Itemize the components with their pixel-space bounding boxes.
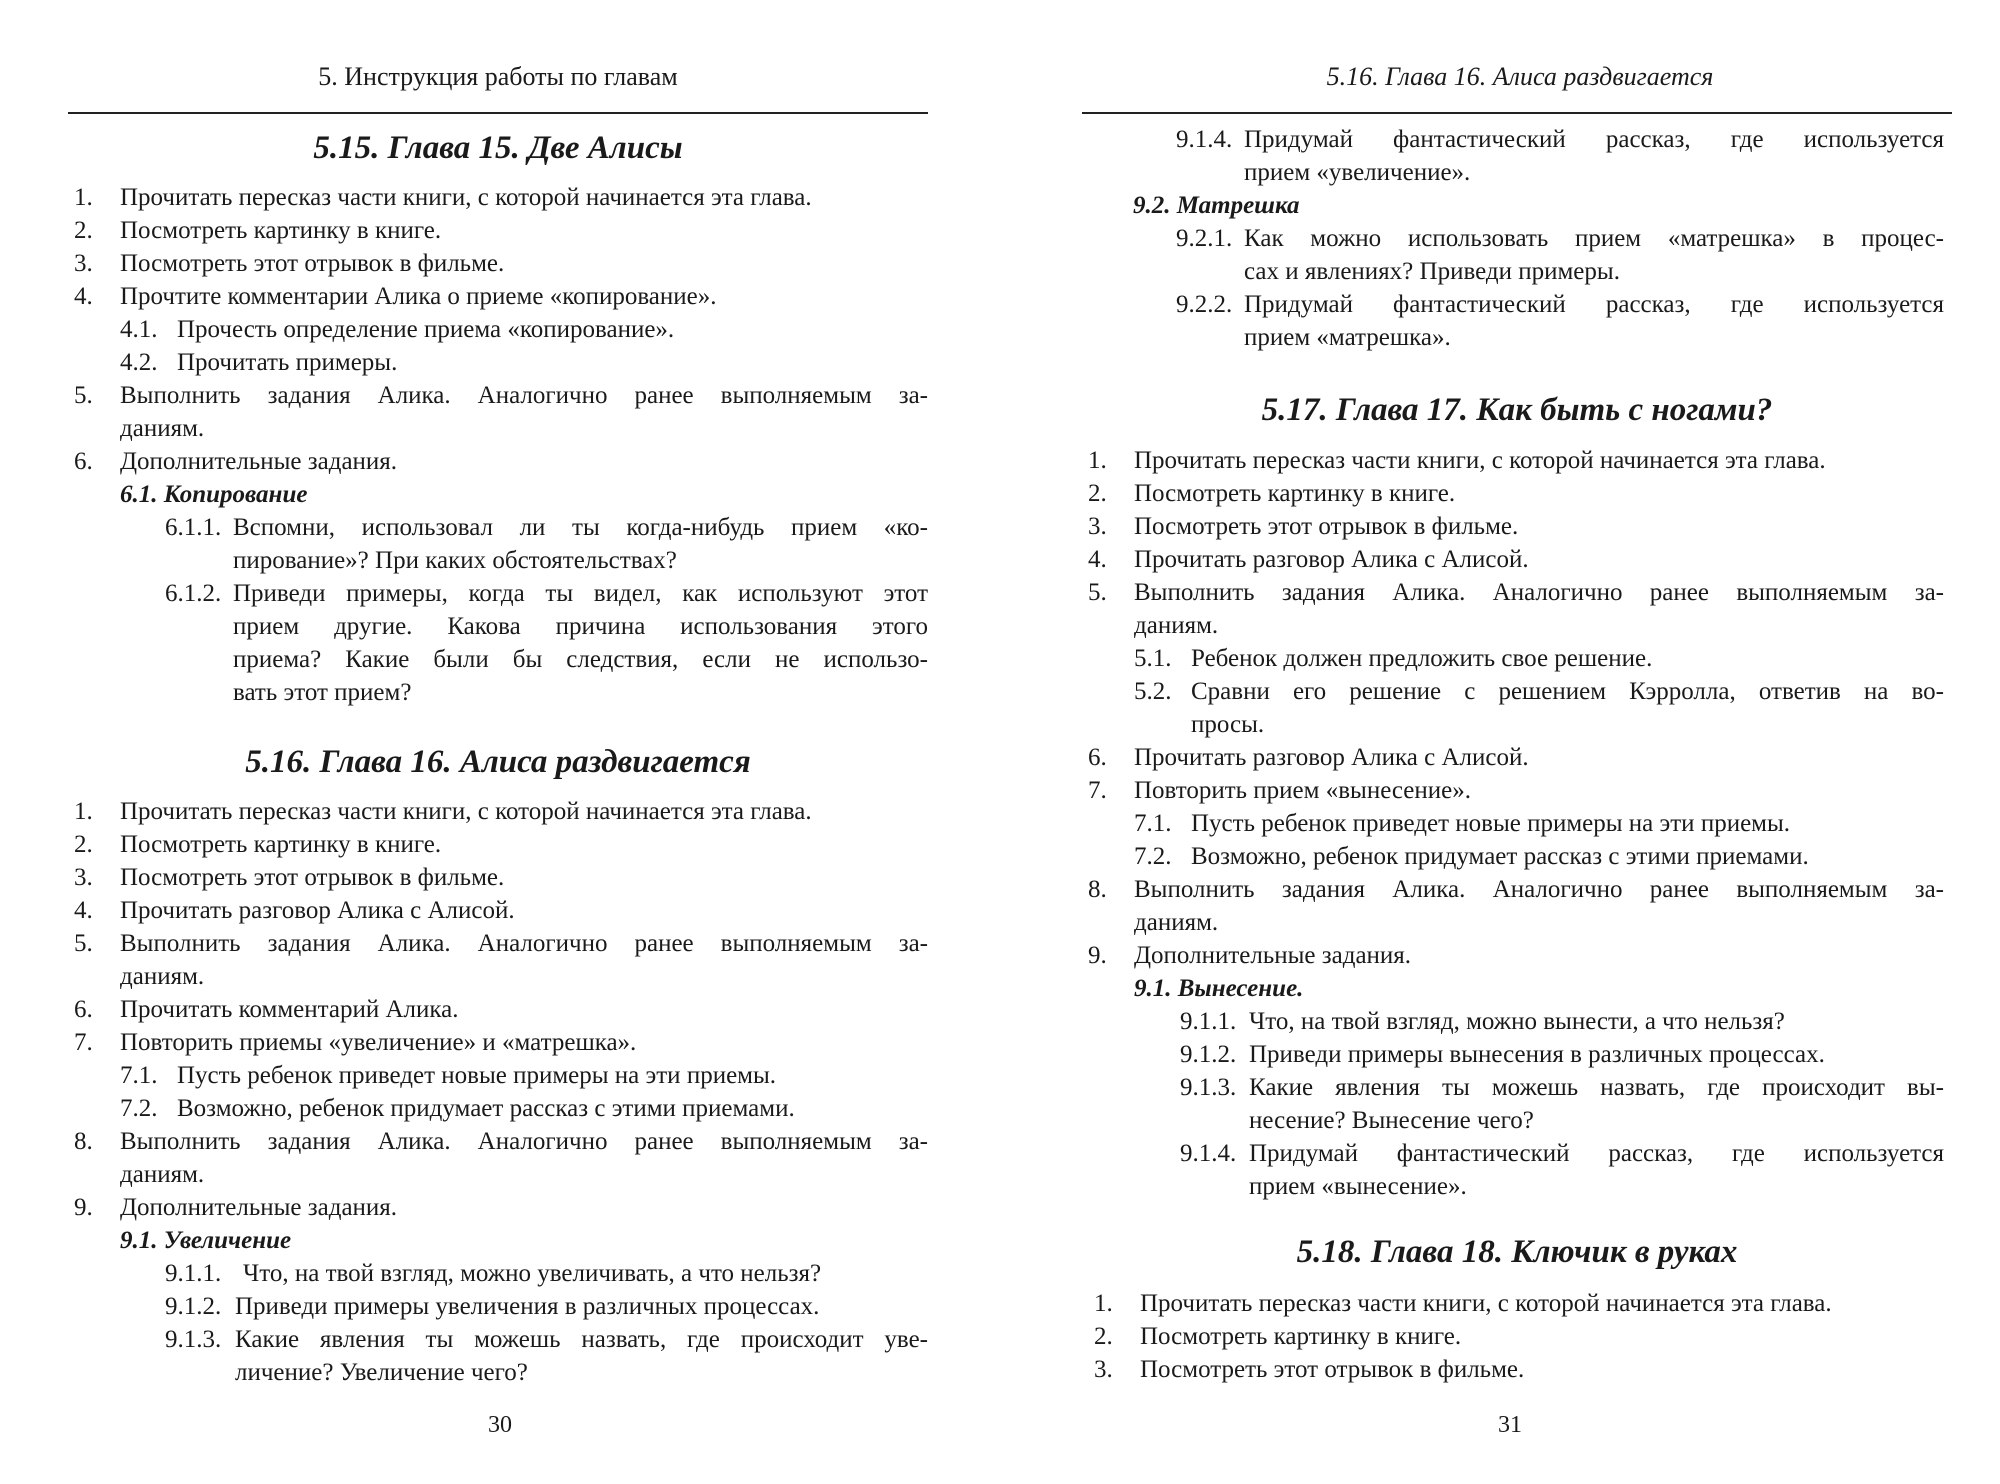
list-number: 5. bbox=[74, 382, 93, 409]
list-item-text: Придумай фантастический рассказ, где используется bbox=[1244, 291, 1944, 318]
list-item-text: даниям. bbox=[1134, 612, 1219, 639]
list-item-text: Прочитать примеры. bbox=[177, 349, 398, 376]
subsection-title: 9.1. Увеличение bbox=[120, 1227, 292, 1254]
list-item-text: Выполнить задания Алика. Аналогично ранее выполняемым за- bbox=[1134, 876, 1944, 903]
list-item-text: Прочитать комментарий Алика. bbox=[120, 996, 459, 1023]
right-page bbox=[1000, 0, 2000, 1484]
list-item-text: Посмотреть этот отрывок в фильме. bbox=[1134, 513, 1519, 540]
heading-5-18: 5.18. Глава 18. Ключик в руках bbox=[1296, 1234, 1738, 1270]
list-number: 5.1. bbox=[1134, 645, 1172, 672]
list-number: 7. bbox=[1088, 777, 1107, 804]
list-item-text: Придумай фантастический рассказ, где используется bbox=[1249, 1140, 1944, 1167]
list-item-text: Прочитать пересказ части книги, с которой начинается эта глава. bbox=[1140, 1290, 1832, 1317]
running-head-right: 5.16. Глава 16. Алиса раздвигается bbox=[1326, 62, 1714, 91]
list-item-text: Выполнить задания Алика. Аналогично ранее выполняемым за- bbox=[1134, 579, 1944, 606]
list-item-text: Пусть ребенок приведет новые примеры на эти приемы. bbox=[1191, 810, 1791, 837]
list-number: 9.1.1. bbox=[1180, 1008, 1237, 1035]
list-item-text: даниям. bbox=[120, 415, 205, 442]
list-item-text: Что, на твой взгляд, можно вынести, а что нельзя? bbox=[1249, 1008, 1785, 1035]
list-number: 2. bbox=[74, 217, 93, 244]
list-number: 2. bbox=[1094, 1323, 1113, 1350]
list-item-text: Выполнить задания Алика. Аналогично ранее выполняемым за- bbox=[120, 382, 928, 409]
list-item-text: Прочтите комментарии Алика о приеме «копирование». bbox=[120, 283, 717, 310]
list-item-text: Приведи примеры, когда ты видел, как используют этот bbox=[233, 580, 928, 607]
list-item-text: Выполнить задания Алика. Аналогично ранее выполняемым за- bbox=[120, 1128, 928, 1155]
list-item-text: Выполнить задания Алика. Аналогично ранее выполняемым за- bbox=[120, 930, 928, 957]
list-number: 9.1.3. bbox=[1180, 1074, 1237, 1101]
list-item-text: прием другие. Какова причина использования этого bbox=[233, 613, 928, 640]
list-item-text: прием «вынесение». bbox=[1249, 1173, 1467, 1200]
list-item-text: Возможно, ребенок придумает рассказ с этими приемами. bbox=[1191, 843, 1809, 870]
list-item-text: Приведи примеры вынесения в различных процессах. bbox=[1249, 1041, 1825, 1068]
list-item-text: Вспомни, использовал ли ты когда-нибудь прием «ко- bbox=[233, 514, 928, 541]
list-number: 4. bbox=[74, 897, 93, 924]
list-item-text: Прочитать пересказ части книги, с которой начинается эта глава. bbox=[1134, 447, 1826, 474]
list-item-text: Прочитать разговор Алика с Алисой. bbox=[1134, 546, 1529, 573]
list-number: 3. bbox=[74, 250, 93, 277]
list-item-text: Приведи примеры увеличения в различных процессах. bbox=[235, 1293, 820, 1320]
heading-5-16: 5.16. Глава 16. Алиса раздвигается bbox=[245, 744, 751, 780]
list-item-text: даниям. bbox=[120, 963, 205, 990]
list-item-text: вать этот прием? bbox=[233, 679, 412, 706]
list-item-text: Дополнительные задания. bbox=[120, 448, 398, 475]
list-item-text: несение? Вынесение чего? bbox=[1249, 1107, 1534, 1134]
list-number: 9.1.1. bbox=[165, 1260, 222, 1287]
subsection-title: 9.1. Вынесение. bbox=[1134, 975, 1304, 1002]
header-rule-right bbox=[1082, 112, 1952, 114]
list-number: 4. bbox=[74, 283, 93, 310]
list-number: 4. bbox=[1088, 546, 1107, 573]
list-item-text: Посмотреть этот отрывок в фильме. bbox=[1140, 1356, 1525, 1383]
list-number: 9.2.2. bbox=[1176, 291, 1233, 318]
list-item-text: сах и явлениях? Приведи примеры. bbox=[1244, 258, 1620, 285]
list-number: 5.2. bbox=[1134, 678, 1172, 705]
list-number: 9.1.2. bbox=[1180, 1041, 1237, 1068]
list-number: 5. bbox=[74, 930, 93, 957]
list-number: 9.1.4. bbox=[1180, 1140, 1237, 1167]
list-number: 7.2. bbox=[120, 1095, 158, 1122]
list-number: 7. bbox=[74, 1029, 93, 1056]
list-item-text: Прочитать разговор Алика с Алисой. bbox=[120, 897, 515, 924]
list-item-text: Возможно, ребенок придумает рассказ с этими приемами. bbox=[177, 1095, 795, 1122]
list-item-text: Повторить приемы «увеличение» и «матрешка». bbox=[120, 1029, 637, 1056]
list-number: 3. bbox=[1094, 1356, 1113, 1383]
list-item-text: пирование»? При каких обстоятельствах? bbox=[233, 547, 677, 574]
list-number: 9.1.3. bbox=[165, 1326, 222, 1353]
list-number: 9. bbox=[74, 1194, 93, 1221]
list-item-text: Дополнительные задания. bbox=[1134, 942, 1412, 969]
list-number: 9.2.1. bbox=[1176, 225, 1233, 252]
list-item-text: личение? Увеличение чего? bbox=[235, 1359, 528, 1386]
heading-5-15: 5.15. Глава 15. Две Алисы bbox=[313, 130, 683, 166]
subsection-title: 9.2. Матрешка bbox=[1133, 192, 1300, 219]
list-number: 8. bbox=[74, 1128, 93, 1155]
list-number: 8. bbox=[1088, 876, 1107, 903]
list-number: 2. bbox=[1088, 480, 1107, 507]
list-item-text: Сравни его решение с решением Кэрролла, ответив на во- bbox=[1191, 678, 1944, 705]
header-rule-left bbox=[68, 112, 928, 114]
list-item-text: Повторить прием «вынесение». bbox=[1134, 777, 1472, 804]
list-item-text: Посмотреть этот отрывок в фильме. bbox=[120, 864, 505, 891]
list-item-text: даниям. bbox=[120, 1161, 205, 1188]
list-item-text: Посмотреть этот отрывок в фильме. bbox=[120, 250, 505, 277]
list-item-text: приема? Какие были бы следствия, если не использо- bbox=[233, 646, 928, 673]
list-number: 5. bbox=[1088, 579, 1107, 606]
list-number: 7.2. bbox=[1134, 843, 1172, 870]
list-item-text: прием «матрешка». bbox=[1244, 324, 1451, 351]
list-number: 9. bbox=[1088, 942, 1107, 969]
list-number: 6. bbox=[74, 996, 93, 1023]
list-number: 4.2. bbox=[120, 349, 158, 376]
list-item-text: Дополнительные задания. bbox=[120, 1194, 398, 1221]
list-number: 6.1.1. bbox=[165, 514, 222, 541]
list-item-text: Посмотреть картинку в книге. bbox=[120, 217, 442, 244]
list-item-text: Прочитать пересказ части книги, с которой начинается эта глава. bbox=[120, 184, 812, 211]
list-item-text: Прочитать разговор Алика с Алисой. bbox=[1134, 744, 1529, 771]
list-number: 6.1.2. bbox=[165, 580, 222, 607]
subsection-title: 6.1. Копирование bbox=[120, 481, 308, 508]
list-item-text: Что, на твой взгляд, можно увеличивать, а что нельзя? bbox=[243, 1260, 822, 1287]
heading-5-17: 5.17. Глава 17. Как быть с ногами? bbox=[1261, 392, 1773, 428]
list-item-text: Какие явления ты можешь назвать, где происходит уве- bbox=[235, 1326, 928, 1353]
list-item-text: Пусть ребенок приведет новые примеры на эти приемы. bbox=[177, 1062, 777, 1089]
list-item-text: Как можно использовать прием «матрешка» в процес- bbox=[1244, 225, 1944, 252]
list-item-text: Прочесть определение приема «копирование». bbox=[177, 316, 675, 343]
running-head-left: 5. Инструкция работы по главам bbox=[318, 62, 678, 91]
page-number-right: 31 bbox=[1498, 1412, 1522, 1438]
list-item-text: прием «увеличение». bbox=[1244, 159, 1471, 186]
list-number: 3. bbox=[1088, 513, 1107, 540]
list-number: 1. bbox=[74, 184, 93, 211]
list-item-text: Посмотреть картинку в книге. bbox=[1140, 1323, 1462, 1350]
list-number: 3. bbox=[74, 864, 93, 891]
list-number: 4.1. bbox=[120, 316, 158, 343]
list-number: 2. bbox=[74, 831, 93, 858]
list-item-text: Посмотреть картинку в книге. bbox=[120, 831, 442, 858]
list-number: 7.1. bbox=[120, 1062, 158, 1089]
list-item-text: просы. bbox=[1191, 711, 1265, 738]
list-item-text: Посмотреть картинку в книге. bbox=[1134, 480, 1456, 507]
list-item-text: даниям. bbox=[1134, 909, 1219, 936]
page-number-left: 30 bbox=[488, 1412, 512, 1438]
list-number: 1. bbox=[74, 798, 93, 825]
list-item-text: Придумай фантастический рассказ, где используется bbox=[1244, 126, 1944, 153]
list-number: 1. bbox=[1088, 447, 1107, 474]
list-number: 9.1.2. bbox=[165, 1293, 222, 1320]
list-item-text: Какие явления ты можешь назвать, где происходит вы- bbox=[1249, 1074, 1944, 1101]
list-item-text: Ребенок должен предложить свое решение. bbox=[1191, 645, 1653, 672]
list-number: 7.1. bbox=[1134, 810, 1172, 837]
list-number: 9.1.4. bbox=[1176, 126, 1233, 153]
list-number: 6. bbox=[74, 448, 93, 475]
list-number: 6. bbox=[1088, 744, 1107, 771]
list-item-text: Прочитать пересказ части книги, с которой начинается эта глава. bbox=[120, 798, 812, 825]
list-number: 1. bbox=[1094, 1290, 1113, 1317]
